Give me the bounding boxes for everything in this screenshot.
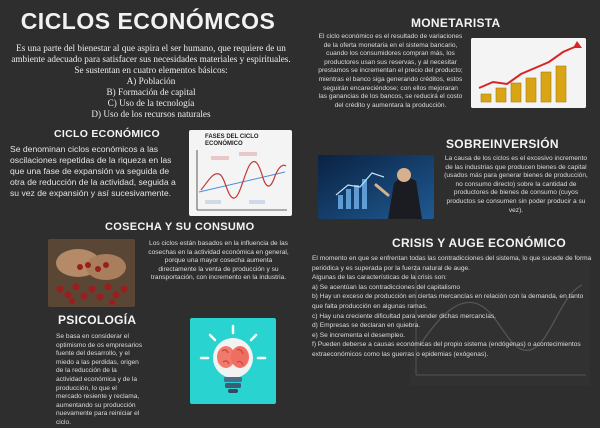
coins-growth-graphic bbox=[471, 38, 586, 108]
brain-lightbulb-illustration bbox=[190, 318, 276, 404]
economic-cycle-chart-image bbox=[189, 130, 292, 216]
crisis-item: f) Pueden deberse a causas económicas del propio sistema (endógenas) o acontecimientos extraeconómicos como las guerras o epidemias (exógenas). bbox=[312, 341, 581, 358]
crisis-block bbox=[312, 254, 592, 360]
crisis-item: a) Se acentúan las contradicciones del capitalismo bbox=[312, 283, 461, 291]
coffee-harvest-photo bbox=[48, 239, 135, 307]
crisis-list-title: Algunas de las características de la crisis son: bbox=[312, 274, 447, 282]
psicologia-text: Se basa en considerar el optimismo de os empresarios fuente del desarrollo, y el miedo a las perdidas, origen de la reducción de la actividad económica y de la producción, lo que el mercado resiente y reclama, aumentando su producción nuevamente para reiniciar el ciclo. bbox=[56, 333, 143, 426]
business-graph-graphic bbox=[318, 155, 434, 219]
brain-bulb-icon bbox=[190, 318, 276, 404]
chart-image-title: FASES DEL CICLO ECONÓMICO bbox=[205, 134, 259, 147]
business-touchscreen-photo bbox=[318, 155, 434, 219]
rising-coins-photo bbox=[471, 38, 586, 108]
intro-item: A) Población bbox=[126, 76, 176, 86]
cosecha-text: Los ciclos están basados en la influencia de las cosechas en la actividad económica en general, porque una mayor cosecha aumenta directamente la venta de producción y su transportación, con incremento en la industria. bbox=[148, 240, 289, 282]
ciclo-text: Se denominan ciclos económicos a las oscilaciones repetidas de la riqueza en las que una fase de expansión va seguida de otra de reducción de la actividad, seguida a su vez de expansión y así sucesivamente. bbox=[10, 144, 176, 198]
cycle-curve-graphic bbox=[189, 130, 292, 216]
crisis-item: e) Se incrementa el desempleo. bbox=[312, 331, 406, 339]
crisis-heading: CRISIS Y AUGE ECONÓMICO bbox=[392, 236, 567, 250]
intro-block bbox=[10, 43, 292, 120]
crisis-item: d) Empresas se declaran en quiebra. bbox=[312, 322, 421, 330]
intro-item: C) Uso de la tecnología bbox=[107, 98, 195, 108]
page-title: CICLOS ECONÓMCOS bbox=[20, 8, 276, 34]
monetarista-heading: MONETARISTA bbox=[411, 16, 501, 30]
crisis-item: b) Hay un exceso de producción en ciertas mercancías en relación con la demanda, en tanto que falta producción en algunas ramas. bbox=[312, 293, 584, 310]
intro-text: Es una parte del bienestar al que aspira el ser humano, que requiere de un ambiente adecuado para satisfacer sus necesidades materiales y espirituales. Se sustentan en cuatro elementos básicos: bbox=[11, 43, 291, 75]
sobreinversion-heading: SOBREINVERSIÓN bbox=[446, 137, 559, 151]
coffee-beans-graphic bbox=[48, 239, 135, 307]
sobreinversion-text: La causa de los ciclos es el excesivo incremento de las industrias que producen bienes de capital (usados más para generar bienes de producción, no consumo directo) sobre la cantidad de productores de bienes de consumo (cuyos productos se consumen sin poder producir a su vez). bbox=[444, 155, 588, 214]
psicologia-heading: PSICOLOGÍA bbox=[58, 313, 137, 327]
intro-item: D) Uso de los recursos naturales bbox=[91, 109, 211, 119]
crisis-intro: El momento en que se enfrentan todas las contradicciones del sistema, lo que sucede de forma periódica y es superada por la fuerza natural de auge. bbox=[312, 255, 592, 272]
cosecha-heading: COSECHA Y SU CONSUMO bbox=[105, 221, 255, 233]
ciclo-heading: CICLO ECONÓMICO bbox=[54, 128, 160, 140]
crisis-item: c) Hay una creciente dificultad para vender dichas mercancías. bbox=[312, 312, 496, 320]
monetarista-text: El ciclo económico es el resultado de variaciones de la oferta monetaria en el sistema bancario, cuando los consumidores compran más, los productores usan sus reservas, y al necesitar prestamos se incrementan el precio del producto; mientras el banco siga generando créditos, estos seguirán encareciéndose; con ellos mejoraran las ganancias de los bancos, se reducirá el costo del crédito y aumentara la producción. bbox=[318, 33, 463, 109]
intro-item: B) Formación de capital bbox=[106, 87, 196, 97]
